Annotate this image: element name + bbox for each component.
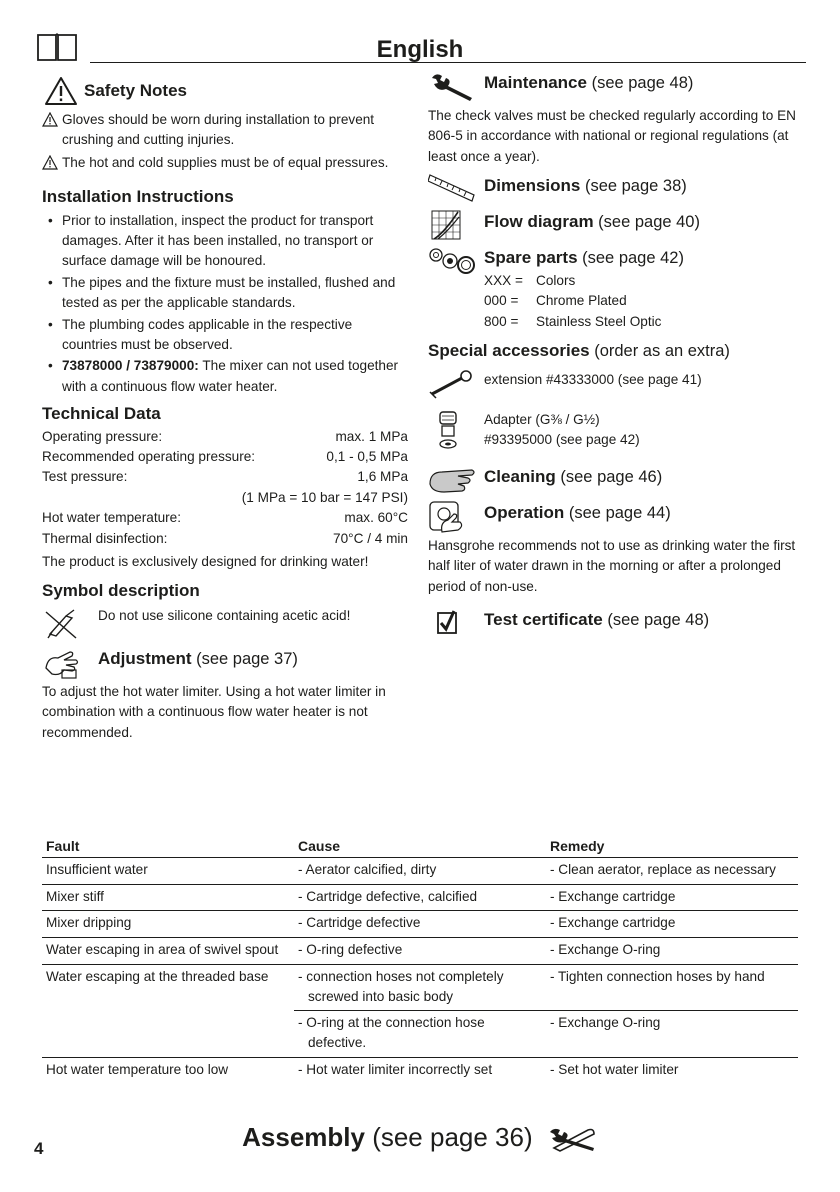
fault-cell: Water escaping in area of swivel spout <box>42 938 294 965</box>
adjustment-heading <box>98 646 408 672</box>
cleaning-heading <box>484 464 808 490</box>
tools-icon <box>548 1126 598 1152</box>
extension-text: extension #43333000 (see page 41) <box>484 371 702 387</box>
table-row <box>42 858 798 885</box>
adapter-line: #93395000 (see page 42) <box>484 432 640 448</box>
spare-parts-icon <box>428 245 484 281</box>
tech-value: 1,6 MPa <box>357 469 408 485</box>
pressure-conversion-note: (1 MPa = 10 bar = 147 PSI) <box>241 489 408 505</box>
list-item: • Prior to installation, inspect the product for transport damages. After it has been installed, no transport or surface damage will be honoured. <box>42 211 408 272</box>
maintenance-page-ref: (see page 48) <box>586 74 694 92</box>
maintenance-text: The check valves must be checked regularly according to EN 806-5 in accordance with national or regional regulations (at least once a year). <box>428 108 796 164</box>
special-accessories-note: (order as an extra) <box>589 342 730 361</box>
remedy-cell: - Tighten connection hoses by hand <box>546 964 798 1010</box>
installation-title: Installation Instructions <box>42 187 234 207</box>
dimensions-title: Dimensions <box>484 176 581 196</box>
cause-cell: - O-ring at the connection hose defective. <box>294 1011 546 1057</box>
adjustment-text: To adjust the hot water limiter. Using a hot water limiter in combination with a continuous flow water heater is not recommended. <box>42 683 386 740</box>
cleaning-row <box>428 464 808 500</box>
cause-cell: - Aerator calcified, dirty <box>294 858 546 885</box>
list-item <box>484 291 808 311</box>
adjustment-title: Adjustment <box>98 648 192 668</box>
remedy-header: Remedy <box>546 836 798 858</box>
symbol-description-title: Symbol description <box>42 581 200 601</box>
remedy-cell: - Set hot water limiter <box>550 1061 679 1077</box>
spare-parts-heading <box>484 245 808 271</box>
cause-cell: - Cartridge defective <box>294 911 546 938</box>
remedy-cell: - Clean aerator, replace as necessary <box>546 858 798 885</box>
spare-parts-block <box>484 245 808 332</box>
small-warning-icon <box>42 153 59 176</box>
operation-row <box>428 500 808 536</box>
spare-parts-list <box>484 271 808 332</box>
special-accessories-heading <box>428 338 808 364</box>
tech-row <box>42 447 408 467</box>
silicone-gun-crossed-icon <box>42 606 98 642</box>
tech-value: max. 1 MPa <box>335 428 408 444</box>
operation-text: Hansgrohe recommends not to use as drinking water the first half liter of water drawn in the morning or after a prolonged period of non-use. <box>428 537 796 594</box>
tech-label: Hot water temperature: <box>42 510 182 526</box>
page-title: English <box>376 36 464 63</box>
adapter-icon <box>428 410 484 454</box>
page-header <box>34 32 806 64</box>
fault-cell: Mixer stiff <box>42 884 294 911</box>
remedy-cell: - Exchange cartridge <box>546 911 798 938</box>
cause-cell: - O-ring defective <box>294 938 546 965</box>
list-item <box>42 356 408 397</box>
fault-cell: Hot water temperature too low <box>46 1061 229 1077</box>
tech-label: Thermal disinfection: <box>42 530 168 546</box>
test-certificate-heading <box>484 607 808 633</box>
tech-label: Operating pressure: <box>42 428 163 444</box>
test-certificate-page-ref: (see page 48) <box>602 611 710 630</box>
table-header-row <box>42 836 798 858</box>
spare-code: XXX = <box>484 272 523 288</box>
cause-cell: - Cartridge defective, calcified <box>294 884 546 911</box>
table-row <box>42 964 798 1010</box>
dimensions-page-ref: (see page 38) <box>580 177 687 196</box>
installation-list <box>42 211 408 398</box>
cleaning-hand-icon <box>428 464 484 500</box>
right-column <box>428 70 808 643</box>
assembly-heading <box>0 1118 840 1157</box>
adjustment-page-ref: (see page 37) <box>191 649 298 668</box>
silicone-warning <box>42 606 408 642</box>
silicone-warning-text: Do not use silicone containing acetic acid! <box>98 607 351 623</box>
table-row <box>42 938 798 965</box>
safety-note <box>42 110 408 151</box>
remedy-cell: - Exchange O-ring <box>546 1011 798 1057</box>
dimensions-heading <box>484 173 808 199</box>
table-row <box>42 1057 798 1083</box>
table-row <box>42 884 798 911</box>
operation-title: Operation <box>484 502 565 522</box>
maintenance-row <box>428 70 808 106</box>
cause-cell: - Hot water limiter incorrectly set <box>298 1061 493 1077</box>
cleaning-page-ref: (see page 46) <box>555 467 663 486</box>
flow-diagram-row <box>428 209 808 245</box>
checkbox-checked-icon <box>428 607 484 643</box>
ruler-icon <box>428 173 484 209</box>
tech-value: 0,1 - 0,5 MPa <box>326 449 408 465</box>
flow-diagram-title: Flow diagram <box>484 212 594 232</box>
table-row <box>42 911 798 938</box>
fault-table <box>42 836 798 1083</box>
test-certificate-title: Test certificate <box>484 610 603 630</box>
spare-parts-row <box>428 245 808 332</box>
spare-code: 000 = <box>484 293 519 309</box>
safety-note-text: Gloves should be worn during installation to prevent crushing and cutting injuries. <box>62 112 375 148</box>
tech-row <box>42 508 408 528</box>
cause-header: Cause <box>294 836 546 858</box>
tech-label: Test pressure: <box>42 469 128 485</box>
dimensions-row <box>428 173 808 209</box>
page-number: 4 <box>34 1139 44 1158</box>
maintenance-title: Maintenance <box>484 73 587 92</box>
tech-row <box>42 529 408 549</box>
flow-diagram-page-ref: (see page 40) <box>593 213 700 232</box>
cleaning-title: Cleaning <box>484 466 556 486</box>
safety-note-text: The hot and cold supplies must be of equal pressures. <box>62 154 389 170</box>
fault-cell: Water escaping at the threaded base <box>42 964 294 1057</box>
tech-row <box>42 427 408 447</box>
spare-code: 800 = <box>484 313 519 329</box>
list-item <box>484 312 808 332</box>
list-item: • The pipes and the fixture must be installed, flushed and tested as per the applicable standards. <box>42 273 408 314</box>
spare-desc: Chrome Plated <box>536 293 627 309</box>
left-column <box>42 76 408 743</box>
tech-value: 70°C / 4 min <box>333 530 408 546</box>
safety-notes-heading <box>44 76 408 106</box>
safety-note <box>42 153 408 176</box>
small-warning-icon <box>42 110 59 151</box>
spare-parts-title: Spare parts <box>484 248 578 268</box>
wrench-icon <box>428 70 484 106</box>
flow-diagram-icon <box>428 209 484 245</box>
tech-label: Recommended operating pressure: <box>42 449 256 465</box>
remedy-cell: - Exchange cartridge <box>546 884 798 911</box>
operation-page-ref: (see page 44) <box>564 503 671 522</box>
model-warning-text: The mixer can not used together with a continuous flow water heater. <box>62 358 399 394</box>
technical-data-title: Technical Data <box>42 404 161 424</box>
maintenance-heading <box>484 70 808 96</box>
warning-triangle-icon <box>44 76 78 106</box>
assembly-title: Assembly <box>242 1122 365 1152</box>
fault-header: Fault <box>42 836 294 858</box>
adapter-text <box>484 410 808 451</box>
spare-parts-page-ref: (see page 42) <box>577 249 684 268</box>
spare-desc: Colors <box>536 272 576 288</box>
safety-notes-title: Safety Notes <box>84 81 187 101</box>
extension-tool-icon <box>428 370 484 406</box>
cause-cell: - connection hoses not completely screwed into basic body <box>294 964 546 1010</box>
adjustment-hand-icon <box>42 646 98 682</box>
list-item <box>484 271 808 291</box>
operation-hand-icon <box>428 500 484 536</box>
assembly-page-ref: (see page 36) <box>364 1122 533 1152</box>
model-numbers: 73878000 / 73879000: <box>62 358 199 374</box>
adapter-line: Adapter (G⅜ / G½) <box>484 411 600 427</box>
fault-cell: Mixer dripping <box>42 911 294 938</box>
spare-desc: Stainless Steel Optic <box>536 313 662 329</box>
drinking-water-statement: The product is exclusively designed for drinking water! <box>42 554 369 570</box>
adjustment-row <box>42 646 408 682</box>
list-item: • The plumbing codes applicable in the respective countries must be observed. <box>42 315 408 356</box>
flow-diagram-heading <box>484 209 808 235</box>
remedy-cell: - Exchange O-ring <box>546 938 798 965</box>
technical-data <box>42 427 408 573</box>
special-accessories-title: Special accessories <box>428 341 590 361</box>
operation-heading <box>484 500 808 526</box>
adapter-row <box>428 410 808 454</box>
test-certificate-row <box>428 607 808 643</box>
extension-row <box>428 370 808 406</box>
fault-cell: Insufficient water <box>42 858 294 885</box>
tech-row <box>42 467 408 487</box>
tech-value: max. 60°C <box>344 510 408 526</box>
